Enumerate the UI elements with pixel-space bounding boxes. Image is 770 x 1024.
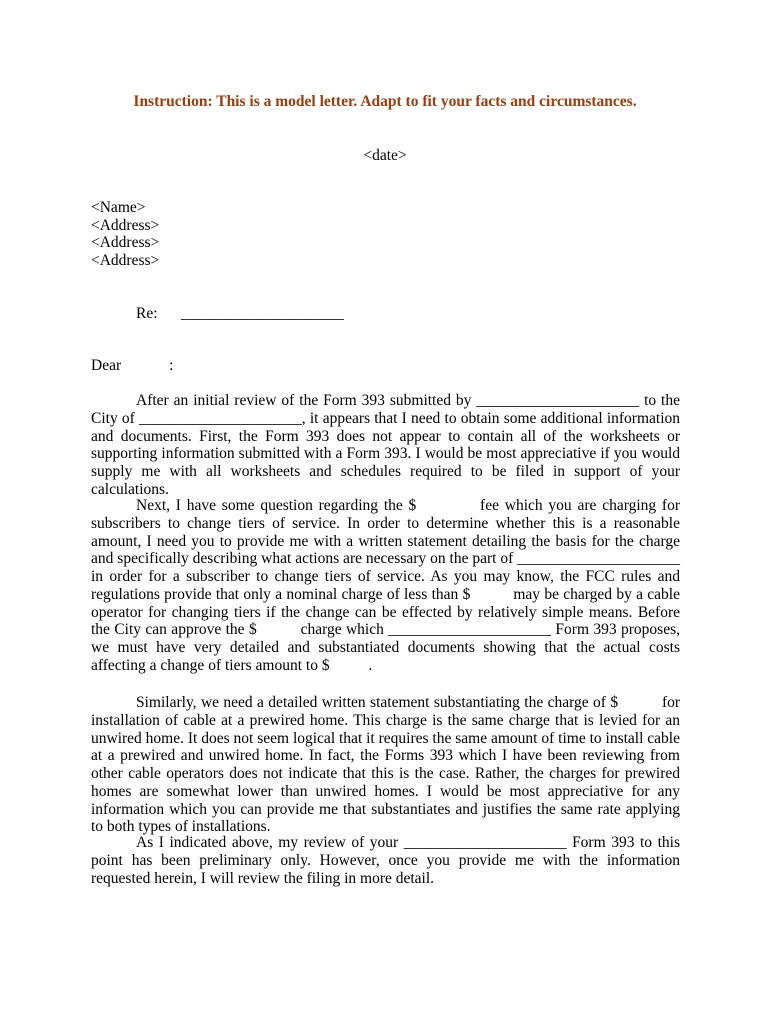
p3-text-b: for installation of cable at a prewired home. This charge is the same charge that is levied for an unwired home. It does not seem logical that it requires the same amount of time to install cable at a prewired and unwired home. In fact, the Forms 393 which I have been reviewing from other cable operators does not indicate that this is the case. Rather, the charges for prewired homes are somewhat lower than unwired homes. I would be most appreciative for any information which you can provide me that substantiates and justifies the same rate applying to both types of installations. (91, 694, 681, 836)
recipient-address-line: <Address> (91, 216, 160, 234)
date-placeholder: <date> (363, 147, 407, 164)
recipient-address-line: <Address> (91, 251, 160, 269)
p2-text-a: Next, I have some question regarding the $ (136, 497, 417, 514)
blank-line: _____________________ (476, 392, 640, 409)
p2-text-b: fee which you are charging for subscribers to change tiers of service. In order to determine whether this is a reasonable amount, I need you to provide me with a written statement detailing the basis for the charge and specifically describing what actions are necessary on the part of (91, 497, 681, 568)
p3-text-a: Similarly, we need a detailed written statement substantiating the charge of $ (136, 694, 619, 711)
paragraph-2 (91, 497, 680, 675)
recipient-name: <Name> (91, 199, 146, 216)
p2-text-f: Form 393 proposes, we must have very detailed and substantiated documents showing that the actual costs affecting a change of tiers amount to $ (91, 621, 680, 674)
paragraph-1 (91, 392, 680, 499)
p1-text-a: After an initial review of the Form 393 submitted by (136, 392, 472, 409)
instruction-note: Instruction: This is a model letter. Adapt to fit your facts and circumstances. (133, 93, 637, 110)
p2-text-c: in order for a subscriber to change tiers of service. As you may know, the FCC rules and regulations provide that only a nominal charge of less than $ (91, 568, 680, 603)
paragraph-3 (91, 694, 680, 836)
p2-text-g: . (368, 656, 373, 674)
blank-line: _____________________ (403, 834, 567, 851)
re-line (136, 304, 344, 324)
salutation (91, 356, 173, 376)
p1-text-c: , it appears that I need to obtain some additional information and documents. First, the Form 393 does not appear to contain all of the worksheets or supporting information submitted with a Form 393. I would be most appreciative if you would supply me with all worksheets and schedules required to be filed in support of your calculations. (91, 409, 681, 498)
p4-text-b: Form 393 to this point has been preliminary only. However, once you provide me with the information requested herein, I will review the filing in more detail. (91, 834, 680, 887)
p4-text-a: As I indicated above, my review of your (136, 834, 399, 851)
recipient-address-block (91, 199, 159, 269)
salutation-colon: : (169, 357, 174, 374)
blank-line: _____________________ (139, 409, 302, 427)
blank-line: _____________________ (388, 621, 552, 639)
re-blank: _____________________ (181, 305, 344, 322)
recipient-address-line: <Address> (91, 234, 160, 252)
p1-text-b: to the City of (91, 392, 680, 427)
paragraph-4 (91, 834, 680, 887)
p2-text-d: may be charged by a cable operator for changing tiers if the change can be effected by relatively simple means. Before the City can approve the $ (91, 585, 680, 639)
p2-text-e: charge which (300, 621, 384, 639)
blank-line: _____________________ (517, 550, 681, 568)
re-label: Re: (136, 305, 158, 322)
salutation-text: Dear (91, 357, 122, 374)
